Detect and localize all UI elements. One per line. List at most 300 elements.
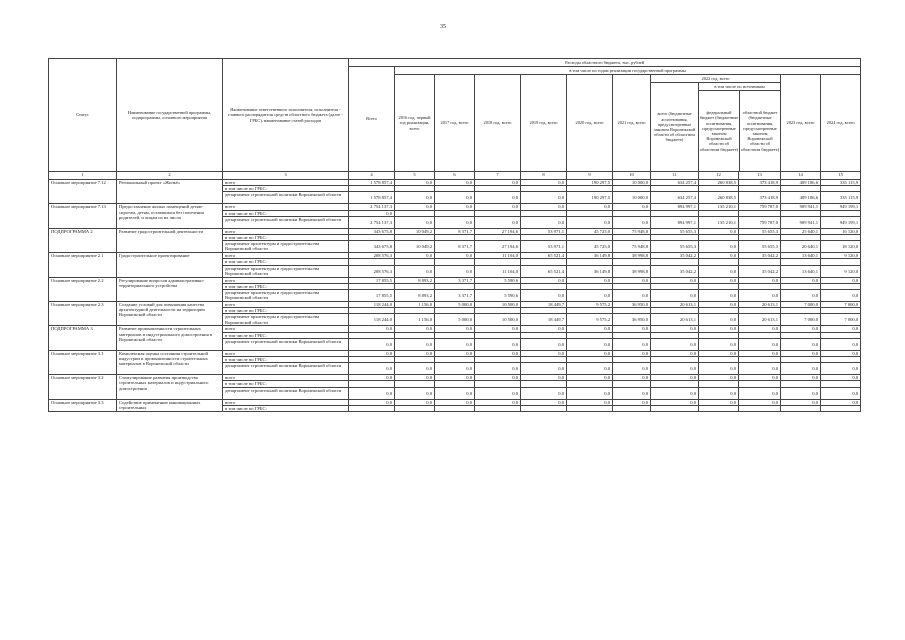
column-number: 3 <box>223 172 349 180</box>
value-cell: 0,0 <box>699 302 739 308</box>
value-cell: 0,0 <box>699 265 739 277</box>
value-cell: 0,0 <box>521 277 567 283</box>
row-line-label: департамент архитектуры и градостроительства Воронежской области <box>223 314 349 326</box>
value-cell <box>475 405 521 411</box>
value-cell: 36 950,0 <box>613 314 651 326</box>
value-cell: 0,0 <box>739 338 781 350</box>
value-cell: 335 115,9 <box>821 180 861 186</box>
value-cell: 0,0 <box>475 350 521 356</box>
value-cell: 0,0 <box>781 399 821 405</box>
value-cell: 9 575,2 <box>567 314 613 326</box>
value-cell: 894 997,1 <box>651 216 699 228</box>
value-cell: 0,0 <box>521 180 567 186</box>
value-cell: 8 893,2 <box>395 290 435 302</box>
header-2019: 2019 год, всего <box>521 75 567 172</box>
row-program-name: Градостроительное проектирование <box>117 253 223 277</box>
value-cell: 0,0 <box>567 216 613 228</box>
value-cell: 55 655,3 <box>739 241 781 253</box>
value-cell: 0,0 <box>739 363 781 375</box>
value-cell: 3 371,7 <box>435 277 475 283</box>
value-cell: 38 998,8 <box>613 253 651 259</box>
row-status: Основное мероприятие 2.1 <box>49 253 117 277</box>
value-cell: 0,0 <box>475 375 521 381</box>
value-cell: 0,0 <box>651 399 699 405</box>
row-program-name: Стимулирование развития производства строительных материалов и индустриального домостроения <box>117 375 223 399</box>
value-cell: 1 578 857,4 <box>349 180 395 186</box>
value-cell: 0,0 <box>821 290 861 302</box>
value-cell: 0,0 <box>821 277 861 283</box>
row-status: Основное мероприятие 3.3 <box>49 399 117 411</box>
value-cell <box>435 405 475 411</box>
value-cell: 0,0 <box>395 204 435 210</box>
row-line-label: всего <box>223 228 349 234</box>
value-cell: 0,0 <box>781 338 821 350</box>
row-line-label: в том числе по ГРБС: <box>223 381 349 387</box>
value-cell: 894 997,1 <box>651 204 699 210</box>
row-program-name: Региональный проект «Жильё» <box>117 180 223 204</box>
value-cell: 0,0 <box>739 399 781 405</box>
header-2024: 2024 год, всего <box>821 75 861 172</box>
value-cell: 0,0 <box>567 363 613 375</box>
value-cell: 0,0 <box>349 338 395 350</box>
row-line-label: департамент строительной политики Воронежской области <box>223 363 349 375</box>
column-number: 13 <box>739 172 781 180</box>
row-line-label: в том числе по ГРБС: <box>223 186 349 192</box>
value-cell: 0,0 <box>395 192 435 204</box>
value-cell: 18 449,7 <box>521 302 567 308</box>
value-cell <box>651 405 699 411</box>
value-cell: 208 576,3 <box>349 253 395 259</box>
header-regional: областной бюджет (бюджетные ассигнования, предусмотренные законом Воронежской области об областном бюджете) <box>740 110 780 152</box>
value-cell: 759 787,0 <box>739 216 781 228</box>
value-cell: 0,0 <box>521 338 567 350</box>
value-cell: 8 371,7 <box>435 241 475 253</box>
value-cell: 0,0 <box>613 326 651 332</box>
column-number: 11 <box>651 172 699 180</box>
value-cell: 0,0 <box>521 363 567 375</box>
value-cell: 0,0 <box>349 399 395 405</box>
row-line-label: в том числе по ГРБС: <box>223 283 349 289</box>
value-cell: 118 244,0 <box>349 314 395 326</box>
row-program-name: Предоставление жилых помещений детям-сиротам, детям, оставшимся без попечения родителей, и лицам из их числа <box>117 204 223 228</box>
row-line-label: департамент строительной политики Воронежской области <box>223 192 349 204</box>
value-cell: 17 855,5 <box>349 277 395 283</box>
value-cell: 0,0 <box>395 375 435 381</box>
row-status: Основное мероприятие 2.2 <box>49 277 117 301</box>
value-cell: 0,0 <box>821 387 861 399</box>
value-cell: 190 297,5 <box>567 192 613 204</box>
value-cell: 0,0 <box>521 350 567 356</box>
row-line-label: всего <box>223 375 349 381</box>
row-status: Основное мероприятие 2.3 <box>49 302 117 326</box>
value-cell: 10 049,2 <box>395 241 435 253</box>
row-line-label: департамент строительной политики Воронежской области <box>223 387 349 399</box>
value-cell <box>781 405 821 411</box>
value-cell: 0,0 <box>521 216 567 228</box>
row-line-label: департамент архитектуры и градостроительства Воронежской области <box>223 265 349 277</box>
header-executor: Наименование ответственного исполнителя, исполнителя - главного распорядителя средств областного бюджета (далее - ГРБС), наименование статей расходов <box>223 59 349 172</box>
value-cell: 0,0 <box>613 399 651 405</box>
row-line-label: департамент архитектуры и градостроительства Воронежской области <box>223 241 349 253</box>
value-cell: 0,0 <box>613 375 651 381</box>
value-cell: 135 210,1 <box>699 216 739 228</box>
value-cell: 0,0 <box>435 375 475 381</box>
value-cell: 0,0 <box>821 399 861 405</box>
header-program-name: Наименование государственной программы, подпрограммы, основного мероприятия <box>117 59 223 172</box>
value-cell: 55 655,3 <box>651 241 699 253</box>
value-cell: 0,0 <box>699 228 739 234</box>
value-cell: 0,0 <box>613 363 651 375</box>
column-number: 6 <box>435 172 475 180</box>
value-cell: 0,0 <box>475 387 521 399</box>
value-cell: 65 521,4 <box>521 253 567 259</box>
value-cell: 0,0 <box>435 216 475 228</box>
column-number: 1 <box>49 172 117 180</box>
value-cell: 260 838,5 <box>699 180 739 186</box>
row-line-label: в том числе по ГРБС: <box>223 259 349 265</box>
value-cell: 55 655,3 <box>651 228 699 234</box>
value-cell: 208 576,3 <box>349 265 395 277</box>
value-cell: 0,0 <box>435 399 475 405</box>
row-line-label: в том числе по ГРБС: <box>223 308 349 314</box>
value-cell: 10 049,2 <box>395 228 435 234</box>
value-cell: 25 640,1 <box>781 228 821 234</box>
value-cell: 11 104,0 <box>475 253 521 259</box>
header-2017: 2017 год, всего <box>435 75 475 172</box>
value-cell: 11 104,0 <box>475 265 521 277</box>
header-2022-total: всего (бюджетные ассигнования, предусмотренные законом Воронежской области об областном бюджете) <box>651 83 699 172</box>
header-2021: 2021 год, всего <box>613 75 651 172</box>
value-cell: 634 257,4 <box>651 180 699 186</box>
value-cell: 8 371,7 <box>435 228 475 234</box>
row-line-label: всего <box>223 399 349 405</box>
value-cell <box>349 405 395 411</box>
column-number: 5 <box>395 172 435 180</box>
value-cell: 20 613,1 <box>739 302 781 308</box>
value-cell: 0,0 <box>475 399 521 405</box>
value-cell: 0,0 <box>567 204 613 210</box>
value-cell: 0,0 <box>781 375 821 381</box>
value-cell: 0,0 <box>435 253 475 259</box>
budget-table <box>48 58 861 412</box>
value-cell: 0,0 <box>475 326 521 332</box>
value-cell: 0,0 <box>349 363 395 375</box>
row-line-label: всего <box>223 302 349 308</box>
value-cell: 0,0 <box>613 204 651 210</box>
value-cell: 75 948,8 <box>613 241 651 253</box>
value-cell <box>821 405 861 411</box>
value-cell: 118 244,0 <box>349 302 395 308</box>
column-number: 4 <box>349 172 395 180</box>
value-cell: 0,0 <box>475 338 521 350</box>
value-cell: 0,0 <box>567 375 613 381</box>
value-cell: 0,0 <box>435 326 475 332</box>
value-cell: 7 000,0 <box>781 314 821 326</box>
value-cell: 409 186,6 <box>781 192 821 204</box>
value-cell: 9 120,0 <box>821 265 861 277</box>
value-cell: 35 042,2 <box>651 265 699 277</box>
value-cell: 0,0 <box>435 180 475 186</box>
value-cell: 35 042,2 <box>651 253 699 259</box>
header-total: Всего <box>349 67 395 172</box>
value-cell: 0,0 <box>395 180 435 186</box>
column-number: 9 <box>567 172 613 180</box>
value-cell: 0,0 <box>651 277 699 283</box>
value-cell: 0,0 <box>349 210 395 216</box>
value-cell: 16 120,0 <box>821 228 861 234</box>
value-cell: 0,0 <box>349 350 395 356</box>
value-cell: 0,0 <box>435 192 475 204</box>
value-cell: 260 838,5 <box>699 192 739 204</box>
value-cell: 949 199,1 <box>821 204 861 210</box>
header-2018: 2018 год, всего <box>475 75 521 172</box>
value-cell: 20 640,1 <box>781 241 821 253</box>
value-cell: 0,0 <box>395 350 435 356</box>
value-cell: 0,0 <box>349 375 395 381</box>
value-cell: 0,0 <box>739 375 781 381</box>
value-cell: 759 787,0 <box>739 204 781 210</box>
value-cell: 0,0 <box>651 338 699 350</box>
value-cell: 1 156,0 <box>395 302 435 308</box>
value-cell: 13 640,1 <box>781 253 821 259</box>
value-cell: 0,0 <box>521 192 567 204</box>
row-line-label: в том числе по ГРБС: <box>223 332 349 338</box>
value-cell: 0,0 <box>567 338 613 350</box>
value-cell: 0,0 <box>349 387 395 399</box>
value-cell: 0,0 <box>613 290 651 302</box>
value-cell: 53 971,1 <box>521 228 567 234</box>
value-cell: 2 754 137,3 <box>349 216 395 228</box>
value-cell: 0,0 <box>521 204 567 210</box>
row-status: ПОДПРОГРАММА 2 <box>49 228 117 252</box>
value-cell: 0,0 <box>699 375 739 381</box>
header-sources-cell <box>699 83 781 172</box>
header-2016: 2016 год, первый год реализации, всего <box>395 75 435 172</box>
column-number: 15 <box>821 172 861 180</box>
value-cell: 0,0 <box>475 204 521 210</box>
header-status: Статус <box>49 59 117 172</box>
value-cell: 0,0 <box>651 375 699 381</box>
value-cell: 0,0 <box>521 326 567 332</box>
value-cell: 9 575,2 <box>567 302 613 308</box>
value-cell: 0,0 <box>739 277 781 283</box>
value-cell: 36 149,8 <box>567 253 613 259</box>
value-cell: 0,0 <box>613 338 651 350</box>
row-line-label: в том числе по ГРБС: <box>223 357 349 363</box>
value-cell: 0,0 <box>435 265 475 277</box>
value-cell: 0,0 <box>651 387 699 399</box>
value-cell: 20 613,1 <box>739 314 781 326</box>
row-line-label: департамент архитектуры и градостроительства Воронежской области <box>223 290 349 302</box>
value-cell: 0,0 <box>521 399 567 405</box>
row-line-label: всего <box>223 350 349 356</box>
value-cell: 65 521,4 <box>521 265 567 277</box>
value-cell: 0,0 <box>567 277 613 283</box>
value-cell: 0,0 <box>567 399 613 405</box>
value-cell: 10 000,0 <box>613 180 651 186</box>
value-cell <box>567 405 613 411</box>
value-cell: 0,0 <box>699 277 739 283</box>
row-line-label: всего <box>223 326 349 332</box>
value-cell: 38 998,8 <box>613 265 651 277</box>
value-cell: 55 655,3 <box>739 228 781 234</box>
value-cell: 0,0 <box>613 216 651 228</box>
row-line-label: в том числе по ГРБС: <box>223 405 349 411</box>
value-cell: 10 500,0 <box>475 302 521 308</box>
column-number: 7 <box>475 172 521 180</box>
value-cell: 5 590,6 <box>475 277 521 283</box>
value-cell: 0,0 <box>699 241 739 253</box>
column-number: 8 <box>521 172 567 180</box>
value-cell: 35 042,2 <box>739 253 781 259</box>
value-cell: 0,0 <box>395 253 435 259</box>
value-cell: 0,0 <box>781 363 821 375</box>
row-program-name: Развитие промышленности строительных материалов и индустриального домостроения в Воронежской области <box>117 326 223 350</box>
value-cell: 0,0 <box>821 326 861 332</box>
column-number: 14 <box>781 172 821 180</box>
value-cell: 0,0 <box>521 387 567 399</box>
row-program-name: Комплексная оценка состояния строительной индустрии и промышленности строительных материалов в Воронежской области <box>117 350 223 374</box>
value-cell: 5 000,0 <box>435 314 475 326</box>
value-cell: 190 297,5 <box>567 180 613 186</box>
row-status: Основное мероприятие 7.13 <box>49 204 117 228</box>
value-cell: 45 725,0 <box>567 241 613 253</box>
value-cell: 0,0 <box>567 326 613 332</box>
value-cell: 0,0 <box>435 204 475 210</box>
value-cell <box>395 405 435 411</box>
value-cell: 5 000,0 <box>435 302 475 308</box>
value-cell: 9 120,0 <box>821 253 861 259</box>
value-cell: 909 941,1 <box>781 216 821 228</box>
value-cell: 7 000,0 <box>781 302 821 308</box>
value-cell: 0,0 <box>521 375 567 381</box>
value-cell: 20 613,1 <box>651 314 699 326</box>
header-2023: 2023 год, всего <box>781 75 821 172</box>
row-line-label: всего <box>223 277 349 283</box>
row-line-label: всего <box>223 180 349 186</box>
value-cell: 10 000,0 <box>613 192 651 204</box>
value-cell: 1 156,0 <box>395 314 435 326</box>
value-cell: 0,0 <box>435 363 475 375</box>
header-incl: в том числе по источникам <box>699 83 780 91</box>
value-cell: 0,0 <box>567 387 613 399</box>
value-cell: 45 725,0 <box>567 228 613 234</box>
value-cell: 0,0 <box>613 387 651 399</box>
header-federal: федеральный бюджет (бюджетные ассигнования, предусмотренные законом Воронежской области об областном бюджете) <box>699 91 740 171</box>
value-cell: 53 971,1 <box>521 241 567 253</box>
row-status: Основное мероприятие 3.2 <box>49 375 117 399</box>
column-number: 2 <box>117 172 223 180</box>
value-cell: 0,0 <box>521 290 567 302</box>
row-line-label: всего <box>223 204 349 210</box>
header-2022: 2022 год, всего <box>651 75 781 83</box>
row-line-label: департамент строительной политики Воронежской области <box>223 216 349 228</box>
value-cell: 75 948,8 <box>613 228 651 234</box>
value-cell: 0,0 <box>699 399 739 405</box>
value-cell: 0,0 <box>349 326 395 332</box>
value-cell: 0,0 <box>651 326 699 332</box>
value-cell: 373 418,9 <box>739 192 781 204</box>
value-cell: 0,0 <box>699 326 739 332</box>
value-cell: 0,0 <box>651 363 699 375</box>
row-status: ПОДПРОГРАММА 3 <box>49 326 117 350</box>
value-cell: 27 194,6 <box>475 241 521 253</box>
value-cell: 0,0 <box>475 180 521 186</box>
value-cell: 0,0 <box>699 253 739 259</box>
value-cell: 0,0 <box>821 363 861 375</box>
value-cell: 20 613,1 <box>651 302 699 308</box>
value-cell: 0,0 <box>739 350 781 356</box>
value-cell: 0,0 <box>699 363 739 375</box>
row-program-name: Развитие градостроительной деятельности <box>117 228 223 252</box>
value-cell: 0,0 <box>699 338 739 350</box>
value-cell: 0,0 <box>435 387 475 399</box>
value-cell: 0,0 <box>395 363 435 375</box>
value-cell: 0,0 <box>395 265 435 277</box>
value-cell: 909 941,1 <box>781 204 821 210</box>
value-cell: 0,0 <box>699 350 739 356</box>
value-cell: 0,0 <box>699 290 739 302</box>
value-cell: 0,0 <box>739 387 781 399</box>
value-cell: 36 149,8 <box>567 265 613 277</box>
value-cell: 18 449,7 <box>521 314 567 326</box>
value-cell <box>699 405 739 411</box>
value-cell: 18 120,0 <box>821 241 861 253</box>
value-cell: 5 590,6 <box>475 290 521 302</box>
value-cell: 13 640,1 <box>781 265 821 277</box>
value-cell: 35 042,2 <box>739 265 781 277</box>
value-cell <box>739 405 781 411</box>
value-cell: 0,0 <box>395 216 435 228</box>
value-cell: 0,0 <box>435 338 475 350</box>
value-cell: 0,0 <box>395 326 435 332</box>
column-numbers-row <box>49 172 861 180</box>
value-cell: 0,0 <box>821 375 861 381</box>
value-cell: 17 855,5 <box>349 290 395 302</box>
value-cell: 634 257,4 <box>651 192 699 204</box>
value-cell: 1 578 857,4 <box>349 192 395 204</box>
value-cell: 0,0 <box>567 290 613 302</box>
row-program-name: Регулирование вопросов административно-территориального устройства <box>117 277 223 301</box>
value-cell: 36 950,0 <box>613 302 651 308</box>
value-cell: 7 000,0 <box>821 302 861 308</box>
value-cell: 8 893,2 <box>395 277 435 283</box>
value-cell: 949 199,1 <box>821 216 861 228</box>
value-cell: 0,0 <box>781 387 821 399</box>
value-cell: 343 675,8 <box>349 228 395 234</box>
value-cell: 2 754 137,3 <box>349 204 395 210</box>
value-cell: 0,0 <box>475 192 521 204</box>
value-cell: 0,0 <box>739 326 781 332</box>
value-cell: 0,0 <box>739 290 781 302</box>
row-status: Основное мероприятие 3.1 <box>49 350 117 374</box>
value-cell: 0,0 <box>781 326 821 332</box>
value-cell: 0,0 <box>651 350 699 356</box>
header-by-years: в том числе по годам реализации государственной программы <box>395 67 861 75</box>
value-cell: 0,0 <box>651 290 699 302</box>
value-cell: 0,0 <box>613 277 651 283</box>
value-cell: 135 210,1 <box>699 204 739 210</box>
value-cell: 0,0 <box>475 363 521 375</box>
header-2020: 2020 год, всего <box>567 75 613 172</box>
row-line-label: в том числе по ГРБС: <box>223 210 349 216</box>
value-cell: 0,0 <box>395 387 435 399</box>
column-number: 12 <box>699 172 739 180</box>
value-cell <box>613 405 651 411</box>
value-cell <box>521 405 567 411</box>
value-cell: 0,0 <box>395 338 435 350</box>
row-line-label: департамент строительной политики Воронежской области <box>223 338 349 350</box>
